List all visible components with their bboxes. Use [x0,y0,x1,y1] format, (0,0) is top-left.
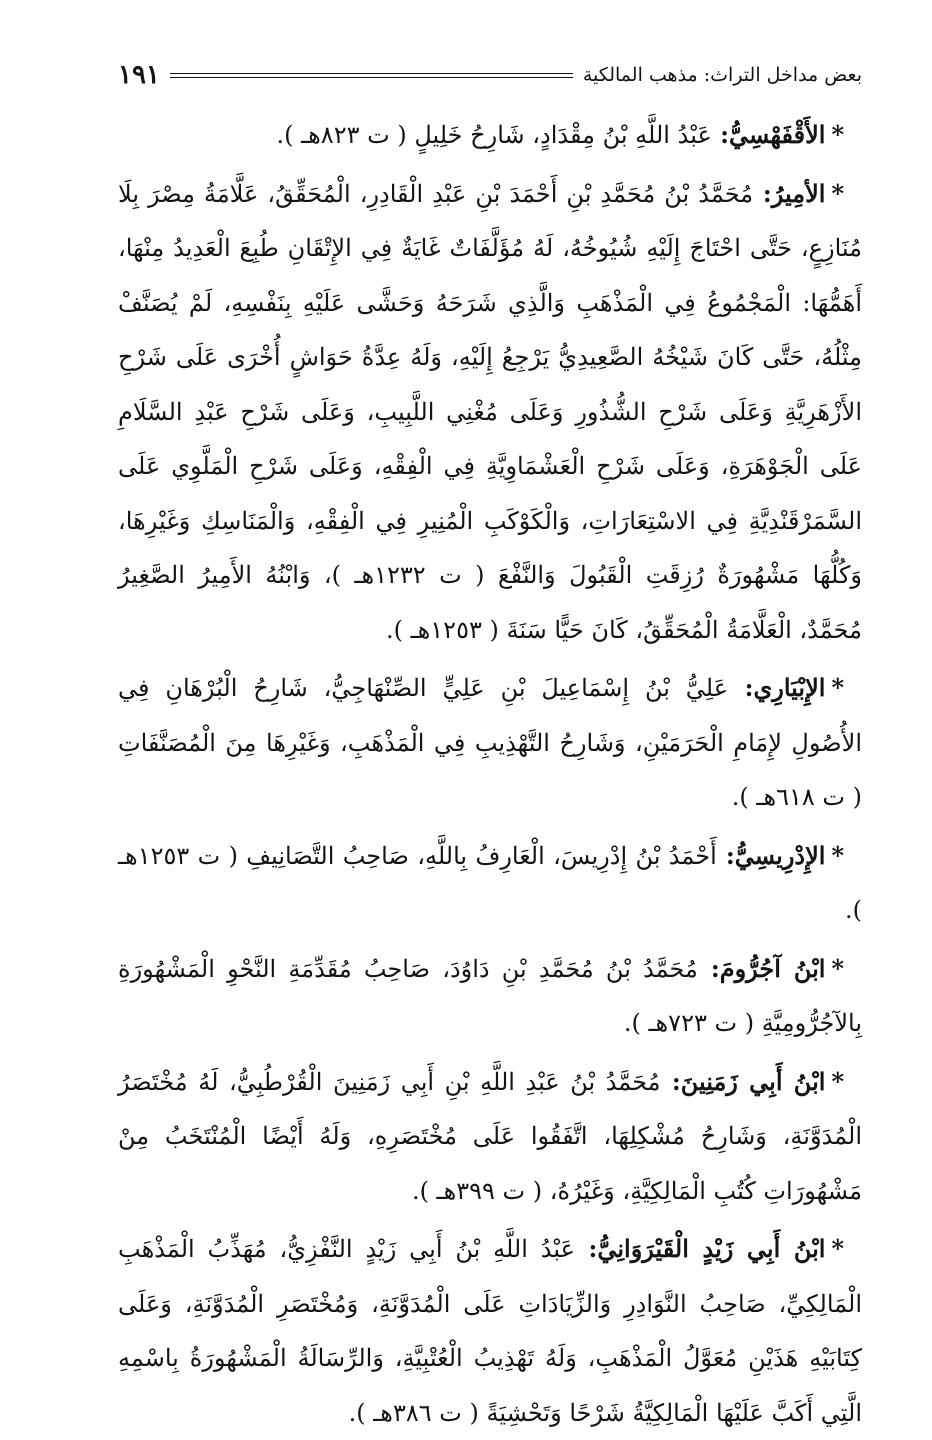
entry-text: مُحَمَّدُ بْنُ عَبْدِ اللَّهِ بْنِ أَبِي زَمَنِينَ الْقُرْطُبِيُّ، لَهُ مُخْتَصَرُ الْمُدَوَّنَةِ، وَشَارِحُ مُشْكِلِهَا، اتَّفَقُوا عَلَى مُخْتَصَرِهِ، وَلَهُ أَيْضًا الْمُنْتَخَبُ مِنْ مَشْهُورَاتِ كُتُبِ الْمَالِكِيَّةِ، وَغَيْرُهُ، ( ت ٣٩٩هـ ). [118,1067,862,1205]
entry-name: الأمِيرُ [771,178,826,208]
entry-colon: : [711,120,729,149]
running-title: بعض مداخل التراث: مذهب المالكية [582,64,862,86]
entry-bullet: * [831,840,845,870]
entry-text: عَلِيُّ بْنُ إِسْمَاعِيلَ بْنِ عَلِيٍّ الصِّنْهَاجِيُّ، شَارِحُ الْبُرْهَانِ فِي الأُصُولِ لإِمَامِ الْحَرَمَيْنِ، وَشَارِحُ التَّهْذِيبِ فِي الْمَذْهَبِ، وَغَيْرِهَا مِنَ الْمُصَنَّفَاتِ ( ت ٦١٨هـ ). [118,674,862,811]
entry-bullet: * [831,1234,845,1263]
entry-name: الإِبْيَارِي [753,673,826,702]
entry-text: عَبْدُ اللَّهِ بْنُ أَبِي زَيْدٍ النَّفْزِيُّ، مُهَذِّبُ الْمَذْهَبِ الْمَالِكِيِّ، صَاحِبُ النَّوَادِرِ وَالزِّيَادَاتِ عَلَى الْمُدَوَّنَةِ، وَمُخْتَصَرِ الْمُدَوَّنَةِ، وَعَلَى كِتَابَيْهِ هَذَيْنِ مُعَوَّلُ الْمَذْهَبِ، وَلَهُ تَهْذِيبُ الْعُتْبِيَّةِ، وَالرِّسَالَةُ الْمَشْهُورَةُ بِاسْمِهِ الَّتِي أَكَبَّ عَلَيْهَا الْمَالِكِيَّةُ شَرْحًا وَتَحْشِيَةً ( ت ٣٨٦هـ ). [118,1235,862,1427]
entry-text: أَحْمَدُ بْنُ إِدْرِيسَ، الْعَارِفُ بِاللَّهِ، صَاحِبُ التَّصَانِيفِ ( ت ١٢٥٣هـ ). [118,841,862,924]
running-header [118,56,862,94]
entry-name: ابْنُ أَبِي زَيْدٍ الْقَيْرَوَانِيُّ [597,1234,826,1263]
entry-text: مُحَمَّدُ بْنُ مُحَمَّدِ بْنِ دَاوُدَ، صَاحِبُ مُقَدِّمَةِ النَّحْوِ الْمَشْهُورَةِ بِالآجُرُّومِيَّةِ ( ت ٧٢٣هـ ). [118,954,862,1037]
header-double-rule [170,73,573,78]
entry-text: مُحَمَّدُ بْنُ مُحَمَّدِ بْنِ أَحْمَدَ بْنِ عَبْدِ الْقَادِرِ، الْمُحَقِّقُ، عَلَّامَةُ مِصْرَ بِلَا مُنَازِعٍ، حَتَّى احْتَاجَ إِلَيْهِ شُيُوخُهُ، لَهُ مُؤَلَّفَاتٌ غَايَةٌ فِي الإِتْقَانِ طُبِعَ الْعَدِيدُ مِنْهَا، أَهَمُّهَا: الْمَجْمُوعُ فِي الْمَذْهَبِ وَالَّذِي شَرَحَهُ وَحَشَّى عَلَيْهِ بِنَفْسِهِ، لَمْ يُصَنَّفْ مِثْلُهُ، حَتَّى كَانَ شَيْخُهُ الصَّعِيدِيُّ يَرْجِعُ إِلَيْهِ، وَلَهُ عِدَّةُ حَوَاشٍ أُخْرَى عَلَى شَرْحِ الأَزْهَرِيَّةِ وَعَلَى شَرْحِ الشُّذُورِ وَعَلَى مُغْنِي اللَّبِيبِ، وَعَلَى شَرْحِ عَبْدِ السَّلَامِ عَلَى الْجَوْهَرَةِ، وَعَلَى شَرْحِ الْعَشْمَاوِيَّةِ فِي الْفِقْهِ، وَعَلَى شَرْحِ الْمَلَّوِي عَلَى السَّمَرْقَنْدِيَّةِ فِي الاسْتِعَارَاتِ، وَالْكَوْكَبِ الْمُنِيرِ فِي الْفِقْهِ، وَالْمَنَاسِكِ وَغَيْرِهَا، وَكُلُّهَا مَشْهُورَةٌ رُزِقَتِ الْقَبُولَ وَالنَّفْعَ ( ت ١٢٣٢هـ )، وَابْنُهُ الأَمِيرُ الصَّغِيرُ مُحَمَّدٌ، الْعَلَّامَةُ الْمُحَقِّقُ، كَانَ حَيًّا سَنَةَ ( ١٢٥٣هـ ). [118,179,862,644]
entry-bullet: * [831,178,844,208]
biography-entry [118,1222,862,1440]
entry-colon: : [574,1234,598,1263]
page-body [118,108,862,1440]
biography-entry [118,108,862,163]
biography-entry [118,942,862,1051]
entry-bullet: * [831,1066,844,1096]
entry-colon: : [697,953,720,983]
entry-name: الإِدْرِيسِيُّ [734,840,826,870]
entry-bullet: * [831,673,844,702]
entry-name: ابْنُ أَبِي زَمَنِينَ [680,1066,826,1096]
biography-entry [118,167,862,658]
page-number: ١٩١ [118,60,160,90]
entry-text: عَبْدُ اللَّهِ بْنُ مِقْدَادٍ، شَارِحُ خَلِيلٍ ( ت ٨٢٣هـ ). [276,121,712,149]
entry-colon: : [660,1066,681,1096]
entry-name: الأَقْفَهْسِيُّ [728,120,826,149]
book-page [118,56,862,1427]
entry-bullet: * [831,120,844,149]
entry-colon: : [728,673,754,702]
biography-entry [118,829,862,938]
entry-bullet: * [831,953,845,983]
biography-entry [118,1055,862,1219]
entry-colon: : [753,178,772,208]
entry-colon: : [716,840,735,870]
biography-entry [118,661,862,825]
entry-name: ابْنُ آجُرُّومَ [719,953,826,983]
